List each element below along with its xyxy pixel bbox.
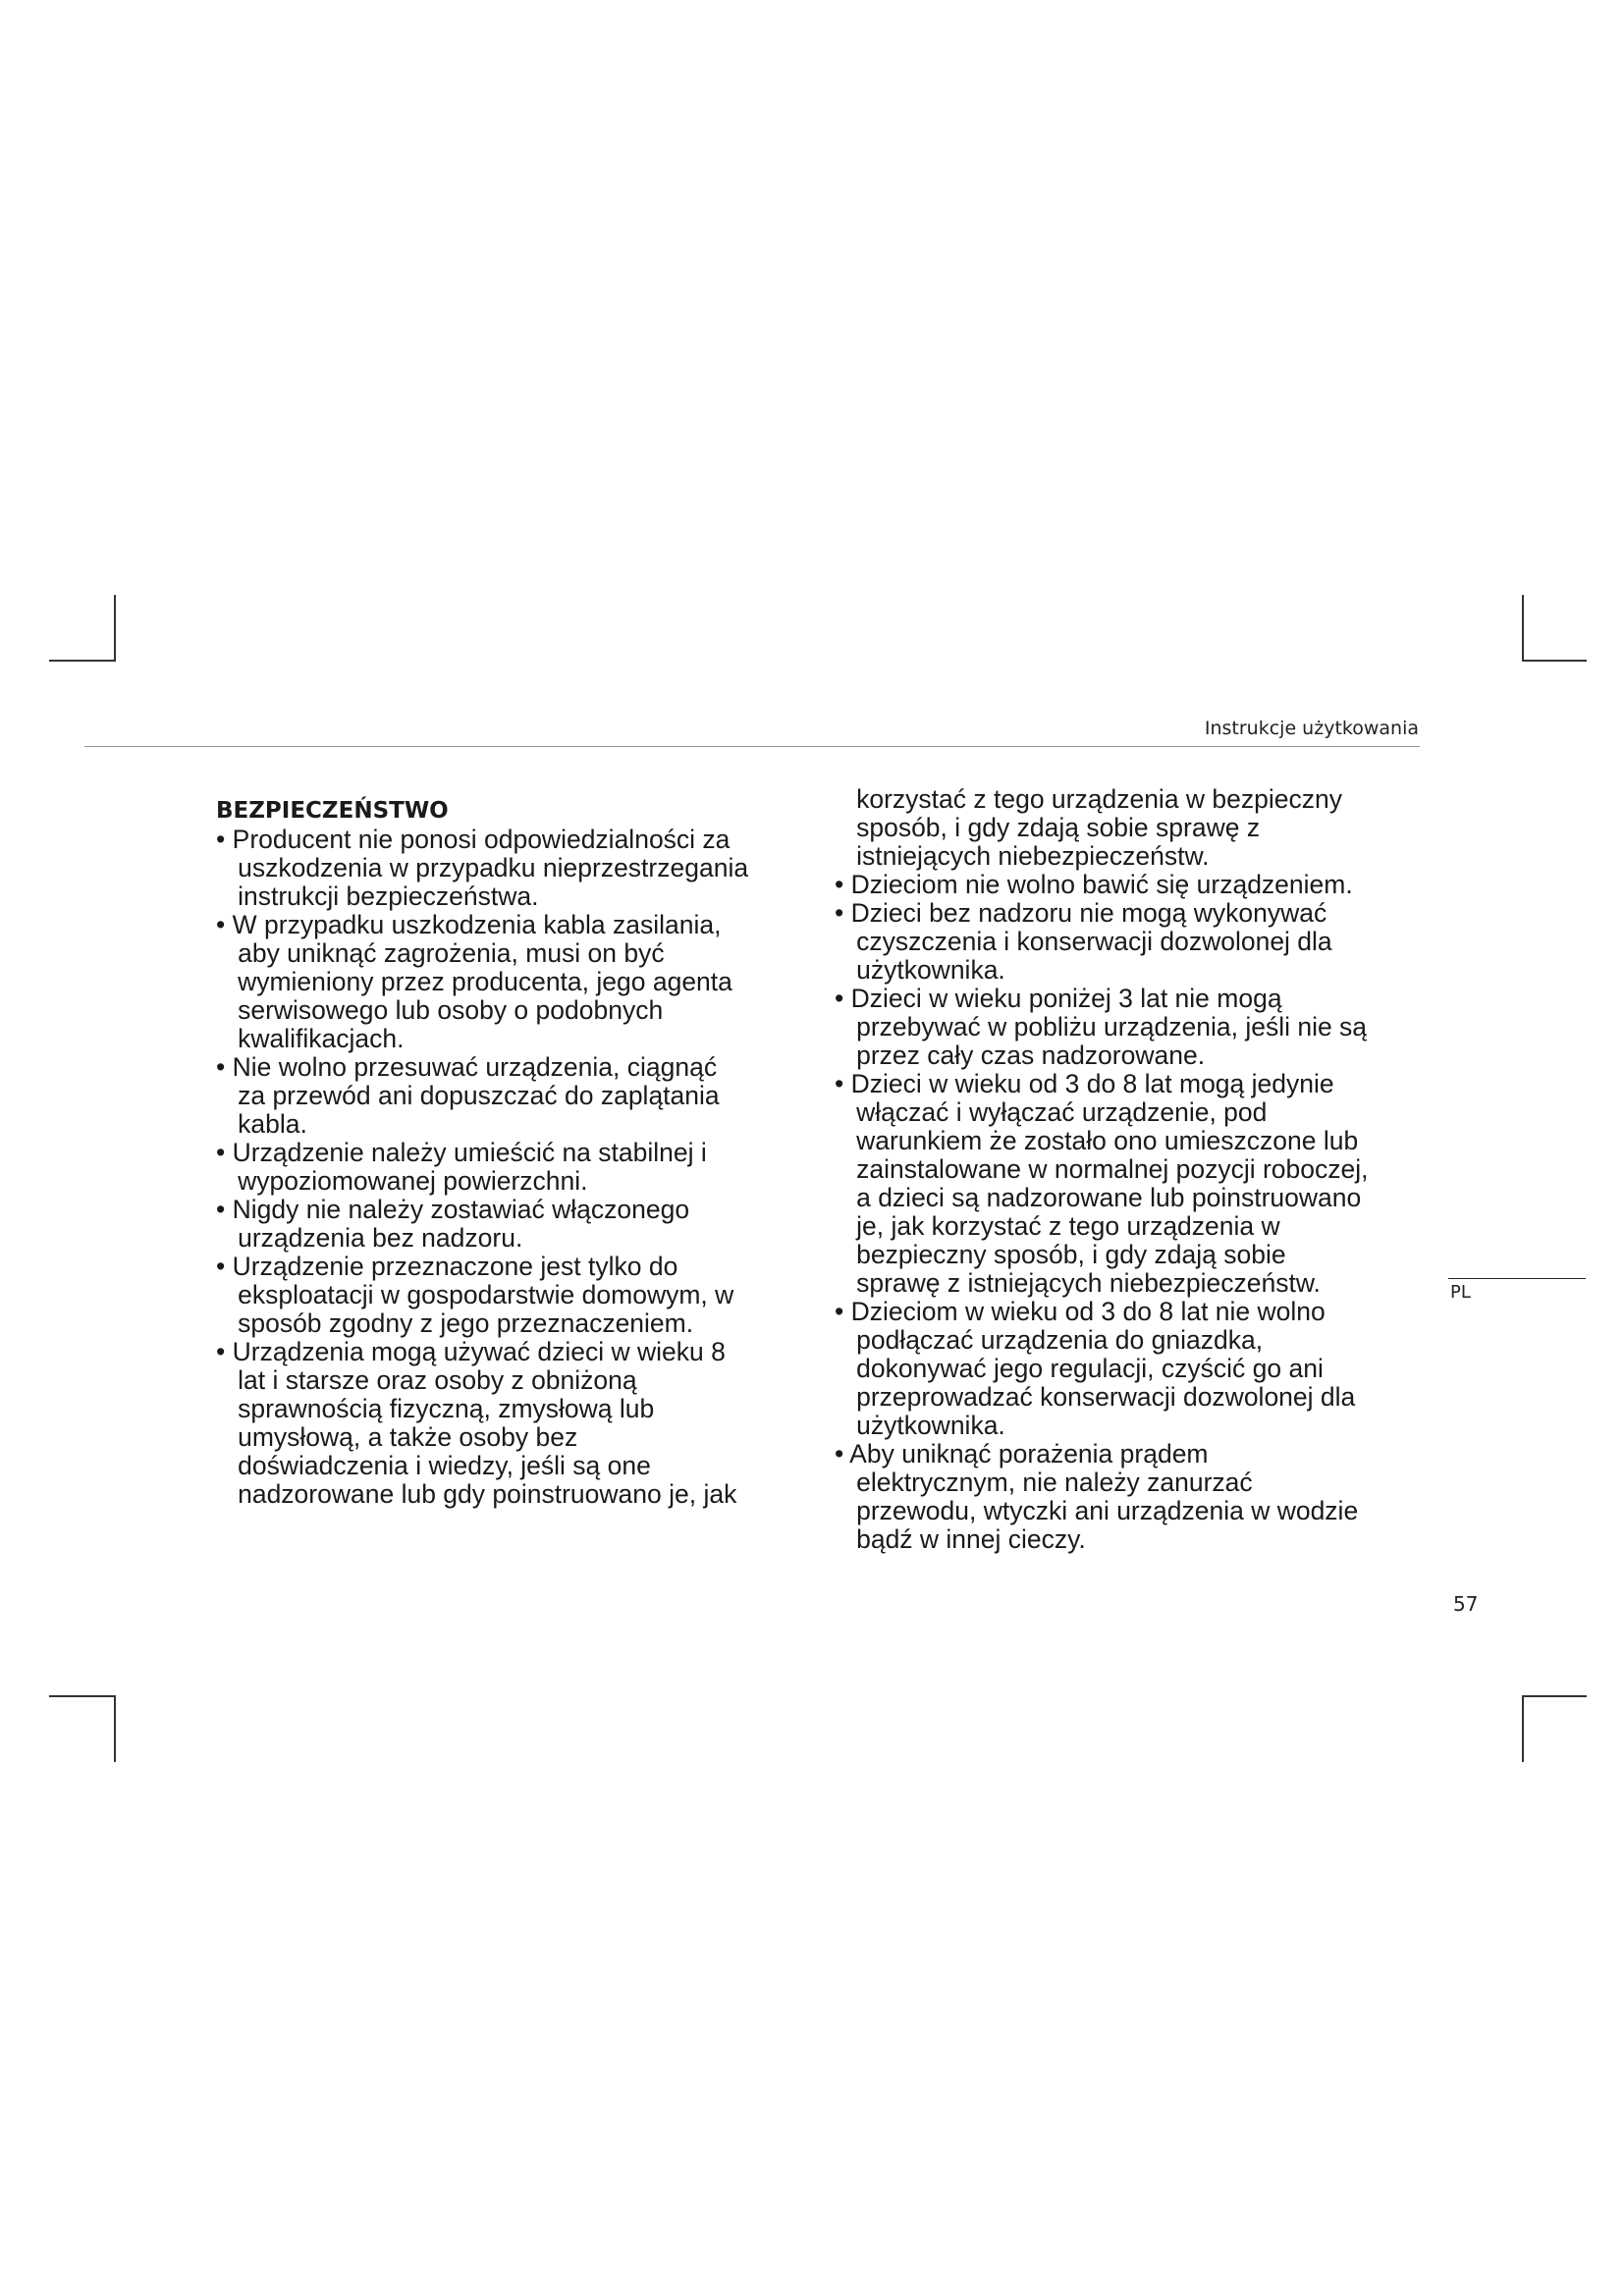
text-line: przewodu, wtyczki ani urządzenia w wodzie bbox=[835, 1496, 1359, 1525]
text-line: eksploatacji w gospodarstwie domowym, w bbox=[216, 1280, 734, 1309]
text-line: bezpieczny sposób, i gdy zdają sobie bbox=[835, 1240, 1286, 1269]
text-line: wymieniony przez producenta, jego agenta bbox=[216, 967, 732, 996]
text-line: • Aby uniknąć porażenia prądem bbox=[835, 1439, 1209, 1468]
language-tab-label: PL bbox=[1450, 1282, 1471, 1303]
text-line: korzystać z tego urządzenia w bezpieczny bbox=[835, 784, 1342, 814]
text-line: • Dzieci w wieku od 3 do 8 lat mogą jedynie bbox=[835, 1069, 1334, 1098]
text-line: je, jak korzystać z tego urządzenia w bbox=[835, 1211, 1280, 1241]
text-line: a dzieci są nadzorowane lub poinstruowano bbox=[835, 1183, 1362, 1212]
text-line: • Urządzenie przeznaczone jest tylko do bbox=[216, 1252, 678, 1281]
language-tab-rule bbox=[1448, 1278, 1586, 1279]
text-line: użytkownika. bbox=[835, 955, 1005, 985]
left-text-block bbox=[216, 826, 805, 1509]
text-line: lat i starsze oraz osoby z obniżoną bbox=[216, 1365, 637, 1395]
text-line: • Urządzenia mogą używać dzieci w wieku 8 bbox=[216, 1337, 726, 1366]
text-line: bądź w innej cieczy. bbox=[835, 1524, 1086, 1554]
right-column bbox=[835, 785, 1424, 1554]
text-line: • Dzieciom nie wolno bawić się urządzeniem. bbox=[835, 870, 1353, 899]
text-line: sposób, i gdy zdają sobie sprawę z bbox=[835, 813, 1261, 842]
text-line: warunkiem że zostało ono umieszczone lub bbox=[835, 1126, 1359, 1155]
text-line: umysłową, a także osoby bez bbox=[216, 1422, 578, 1452]
text-line: podłączać urządzenia do gniazdka, bbox=[835, 1325, 1264, 1355]
text-line: serwisowego lub osoby o podobnych bbox=[216, 995, 664, 1025]
text-line: kwalifikacjach. bbox=[216, 1024, 405, 1053]
text-line: urządzenia bez nadzoru. bbox=[216, 1223, 523, 1253]
text-line: sprawę z istniejących niebezpieczeństw. bbox=[835, 1268, 1321, 1298]
text-line: • Producent nie ponosi odpowiedzialności za bbox=[216, 825, 731, 854]
text-line: sprawnością fizyczną, zmysłową lub bbox=[216, 1394, 655, 1423]
text-line: • Nigdy nie należy zostawiać włączonego bbox=[216, 1195, 690, 1224]
text-line: użytkownika. bbox=[835, 1411, 1005, 1440]
header-divider bbox=[84, 746, 1420, 747]
text-line: dokonywać jego regulacji, czyścić go ani bbox=[835, 1354, 1324, 1383]
text-line: uszkodzenia w przypadku nieprzestrzegania bbox=[216, 853, 749, 882]
text-line: • Urządzenie należy umieścić na stabilnej i bbox=[216, 1138, 707, 1167]
text-line: przebywać w pobliżu urządzenia, jeśli nie są bbox=[835, 1012, 1368, 1041]
text-line: istniejących niebezpieczeństw. bbox=[835, 841, 1210, 871]
left-column bbox=[216, 785, 805, 1509]
header-title: Instrukcje użytkowania bbox=[1204, 718, 1419, 739]
text-line: sposób zgodny z jego przeznaczeniem. bbox=[216, 1308, 694, 1338]
text-line: kabla. bbox=[216, 1109, 307, 1139]
text-line: za przewód ani dopuszczać do zaplątania bbox=[216, 1081, 720, 1110]
text-line: przez cały czas nadzorowane. bbox=[835, 1041, 1206, 1070]
text-line: • Dzieci bez nadzoru nie mogą wykonywać bbox=[835, 898, 1327, 928]
section-title: BEZPIECZEŃSTWO bbox=[216, 798, 449, 824]
text-line: instrukcji bezpieczeństwa. bbox=[216, 881, 539, 911]
text-line: czyszczenia i konserwacji dozwolonej dla bbox=[835, 927, 1332, 956]
page-number: 57 bbox=[1453, 1592, 1479, 1616]
text-line: włączać i wyłączać urządzenie, pod bbox=[835, 1097, 1268, 1127]
text-line: aby uniknąć zagrożenia, musi on być bbox=[216, 938, 665, 968]
text-line: • Dzieciom w wieku od 3 do 8 lat nie wolno bbox=[835, 1297, 1326, 1326]
text-line: • W przypadku uszkodzenia kabla zasilania, bbox=[216, 910, 722, 939]
text-line: • Nie wolno przesuwać urządzenia, ciągnąć bbox=[216, 1052, 718, 1082]
right-text-block bbox=[835, 785, 1424, 1554]
text-line: wypoziomowanej powierzchni. bbox=[216, 1166, 588, 1196]
text-line: zainstalowane w normalnej pozycji roboczej, bbox=[835, 1154, 1369, 1184]
text-line: przeprowadzać konserwacji dozwolonej dla bbox=[835, 1382, 1356, 1412]
text-line: nadzorowane lub gdy poinstruowano je, jak bbox=[216, 1479, 737, 1509]
text-line: elektrycznym, nie należy zanurzać bbox=[835, 1468, 1253, 1497]
text-line: doświadczenia i wiedzy, jeśli są one bbox=[216, 1451, 651, 1480]
text-line: • Dzieci w wieku poniżej 3 lat nie mogą bbox=[835, 984, 1282, 1013]
